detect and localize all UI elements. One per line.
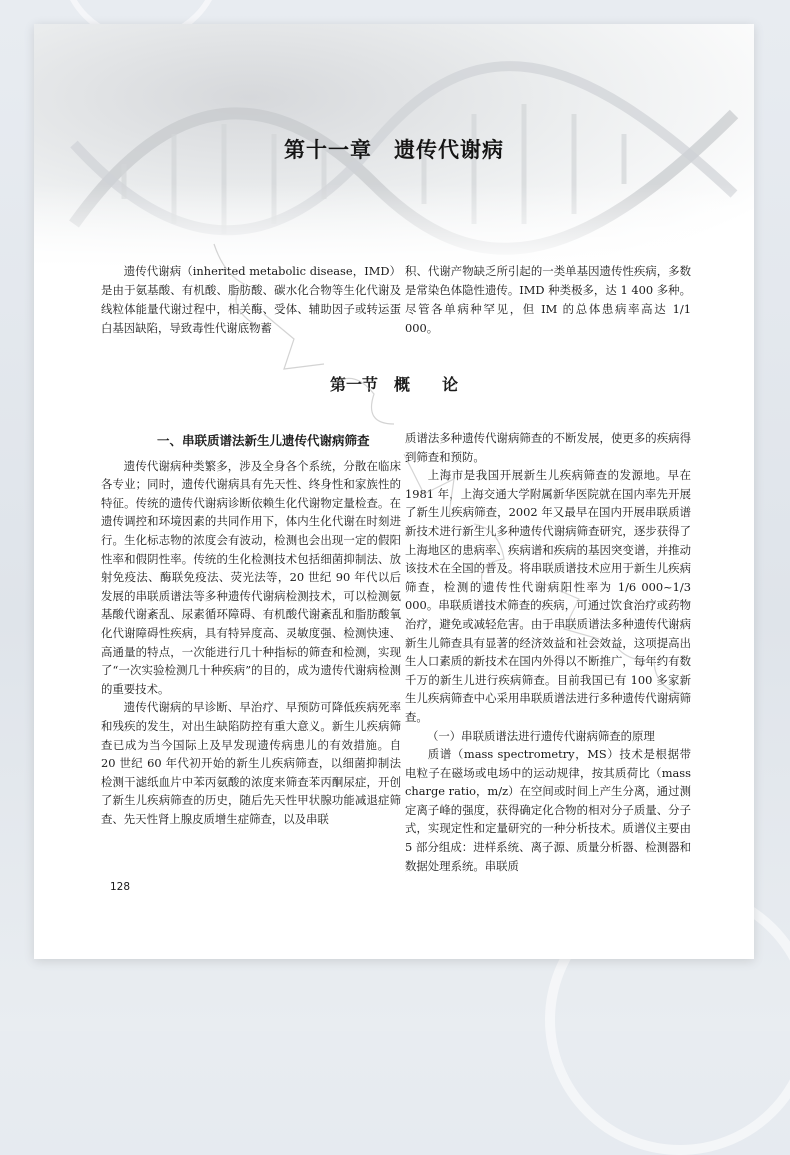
body-paragraph: 上海市是我国开展新生儿疾病筛查的发源地。早在 1981 年，上海交通大学附属新华医院就在国内率先开展了新生儿疾病筛查，2002 年又最早在国内开展串联质谱新技术进行新生儿多种遗传代谢病筛查研究，逐步获得了上海地区的患病率、疾病谱和疾病的基因突变谱，并推动该技术在全国的普及。将串联质谱技术应用于新生儿疾病筛查，检测的遗传性代谢病阳性率为 1/6 000~1/3 000。串联质谱技术筛查的疾病，可通过饮食治疗或药物治疗，避免或减轻危害。由于串联质谱法多种遗传代谢病新生儿筛查具有显著的经济效益和社会效益，这项提高出生人口素质的新技术在国内外得以不断推广，每年约有数千万的新生儿进行疾病筛查。目前我国已有 100 多家新生儿疾病筛查中心采用串联质谱法进行多种遗传代谢病筛查。 (405, 468, 691, 724)
body-paragraph: 遗传代谢病种类繁多，涉及全身各个系统，分散在临床各专业；同时，遗传代谢病具有先天性、终身性和家族性的特征。传统的遗传代谢病诊断依赖生化代谢物定量检查。在遗传调控和环境因素的共同作用下，体内生化代谢在时刻进行。生化标志物的浓度会有波动，检测也会出现一定的假阳性率和假阴性率。传统的生化检测技术包括细菌抑制法、放射免疫法、酶联免疫法、荧光法等，20 世纪 90 年代以后发展的串联质谱法等多种遗传代谢病检测技术，可以检测氨基酸代谢紊乱、尿素循环障碍、有机酸代谢紊乱和脂肪酸氧化代谢障碍性疾病，具有特异度高、灵敏度强、检测快速、高通量的特点，一次能进行几十种指标的筛查和检测，实现了“一次实验检测几十种疾病”的目的，成为遗传代谢病检测的重要技术。 (101, 458, 401, 696)
body-paragraph: 质谱法多种遗传代谢病筛查的不断发展，使更多的疾病得到筛查和预防。 (405, 431, 691, 464)
subsection-heading: 一、串联质谱法新生儿遗传代谢病筛查 (157, 433, 370, 448)
body-paragraph: 质谱（mass spectrometry，MS）技术是根据带电粒子在磁场或电场中的运动规律，按其质荷比（mass charge ratio，m/z）在空间或时间上产生分离，通过测定离子峰的强度，获得确定化合物的相对分子质量、分子式，实现定性和定量研究的一种分析技术。质谱仪主要由 5 部分组成：进样系统、离子源、质量分析器、检测器和数据处理系统。串联质 (405, 747, 691, 873)
book-page (34, 24, 754, 959)
right-column (405, 429, 691, 875)
body-paragraph: 遗传代谢病的早诊断、早治疗、早预防可降低疾病死率和残疾的发生，对出生缺陷防控有重大意义。新生儿疾病筛查已成为当今国际上及早发现遗传病患儿的有效措施。自 20 世纪 60 年代初开始的新生儿疾病筛查，以细菌抑制法检测干滤纸血片中苯丙氨酸的浓度来筛查苯丙酮尿症，开创了新生儿疾病筛查的历史，随后先天性甲状腺功能减退症筛查、先天性肾上腺皮质增生症筛查，以及串联 (101, 700, 401, 826)
section-title: 第一节 概 论 (329, 375, 458, 394)
intro-paragraph-right: 积、代谢产物缺乏所引起的一类单基因遗传性疾病，多数是常染色体隐性遗传。IMD 种类极多，达 1 400 多种。尽管各单病种罕见，但 IM 的总体患病率高达 1/1 000。 (405, 264, 691, 335)
subsection-heading-2: （一）串联质谱法进行遗传代谢病筛查的原理 (427, 728, 655, 743)
chapter-title: 第十一章 遗传代谢病 (284, 138, 504, 162)
page-number: 128 (110, 881, 131, 893)
intro-paragraph-left: 遗传代谢病（inherited metabolic disease，IMD）是由于氨基酸、有机酸、脂肪酸、碳水化合物等生化代谢及线粒体能量代谢过程中，相关酶、受体、辅助因子或转运蛋白基因缺陷，导致毒性代谢底物蓄 (101, 264, 401, 335)
left-column (101, 432, 401, 828)
